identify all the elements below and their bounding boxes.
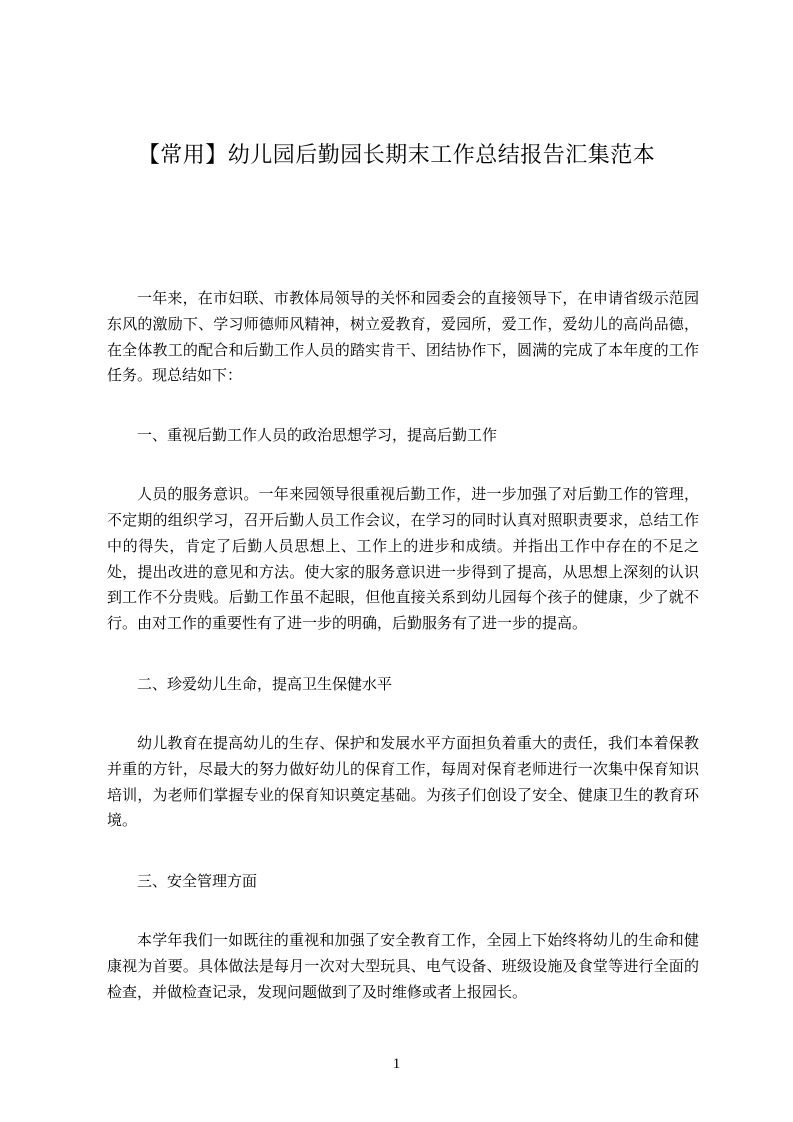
section-3-paragraph: 本学年我们一如既往的重视和加强了安全教育工作，全园上下始终将幼儿的生命和健康视为首要。具体做法是每月一次对大型玩具、电气设备、班级设施及食堂等进行全面的检查，并做检查记录，发现问题做到了及时维修或者上报园长。 <box>107 931 699 1001</box>
page-number: 1 <box>392 1056 401 1072</box>
section-1-heading: 一、重视后勤工作人员的政治思想学习，提高后勤工作 <box>137 426 498 445</box>
section-3-heading: 三、安全管理方面 <box>137 872 258 891</box>
section-2-paragraph: 幼儿教育在提高幼儿的生存、保护和发展水平方面担负着重大的责任，我们本着保教并重的方针，尽最大的努力做好幼儿的保育工作，每周对保育老师进行一次集中保育知识培训，为老师们掌握专业的保育知识奠定基础。为孩子们创设了安全、健康卫生的教育环境。 <box>107 733 699 830</box>
document-body <box>107 286 699 1006</box>
section-2-heading: 二、珍爱幼儿生命，提高卫生保健水平 <box>137 674 393 693</box>
document-title: 【常用】幼儿园后勤园长期末工作总结报告汇集范本 <box>137 143 656 168</box>
intro-paragraph: 一年来，在市妇联、市教体局领导的关怀和园委会的直接领导下，在申请省级示范园东风的激励下、学习师德师风精神，树立爱教育，爱园所，爱工作，爱幼儿的高尚品德，在全体教工的配合和后勤工作人员的踏实肯干、团结协作下，圆满的完成了本年度的工作任务。现总结如下： <box>107 289 699 385</box>
section-1-paragraph: 人员的服务意识。一年来园领导很重视后勤工作，进一步加强了对后勤工作的管理，不定期的组织学习，召开后勤人员工作会议，在学习的同时认真对照职责要求，总结工作中的得失，肯定了后勤人员思想上、工作上的进步和成绩。并指出工作中存在的不足之处，提出改进的意见和方法。使大家的服务意识进一步得到了提高，从思想上深刻的认识到工作不分贵贱。后勤工作虽不起眼，但他直接关系到幼儿园每个孩子的健康，少了就不行。由对工作的重要性有了进一步的明确，后勤服务有了进一步的提高。 <box>107 485 699 633</box>
